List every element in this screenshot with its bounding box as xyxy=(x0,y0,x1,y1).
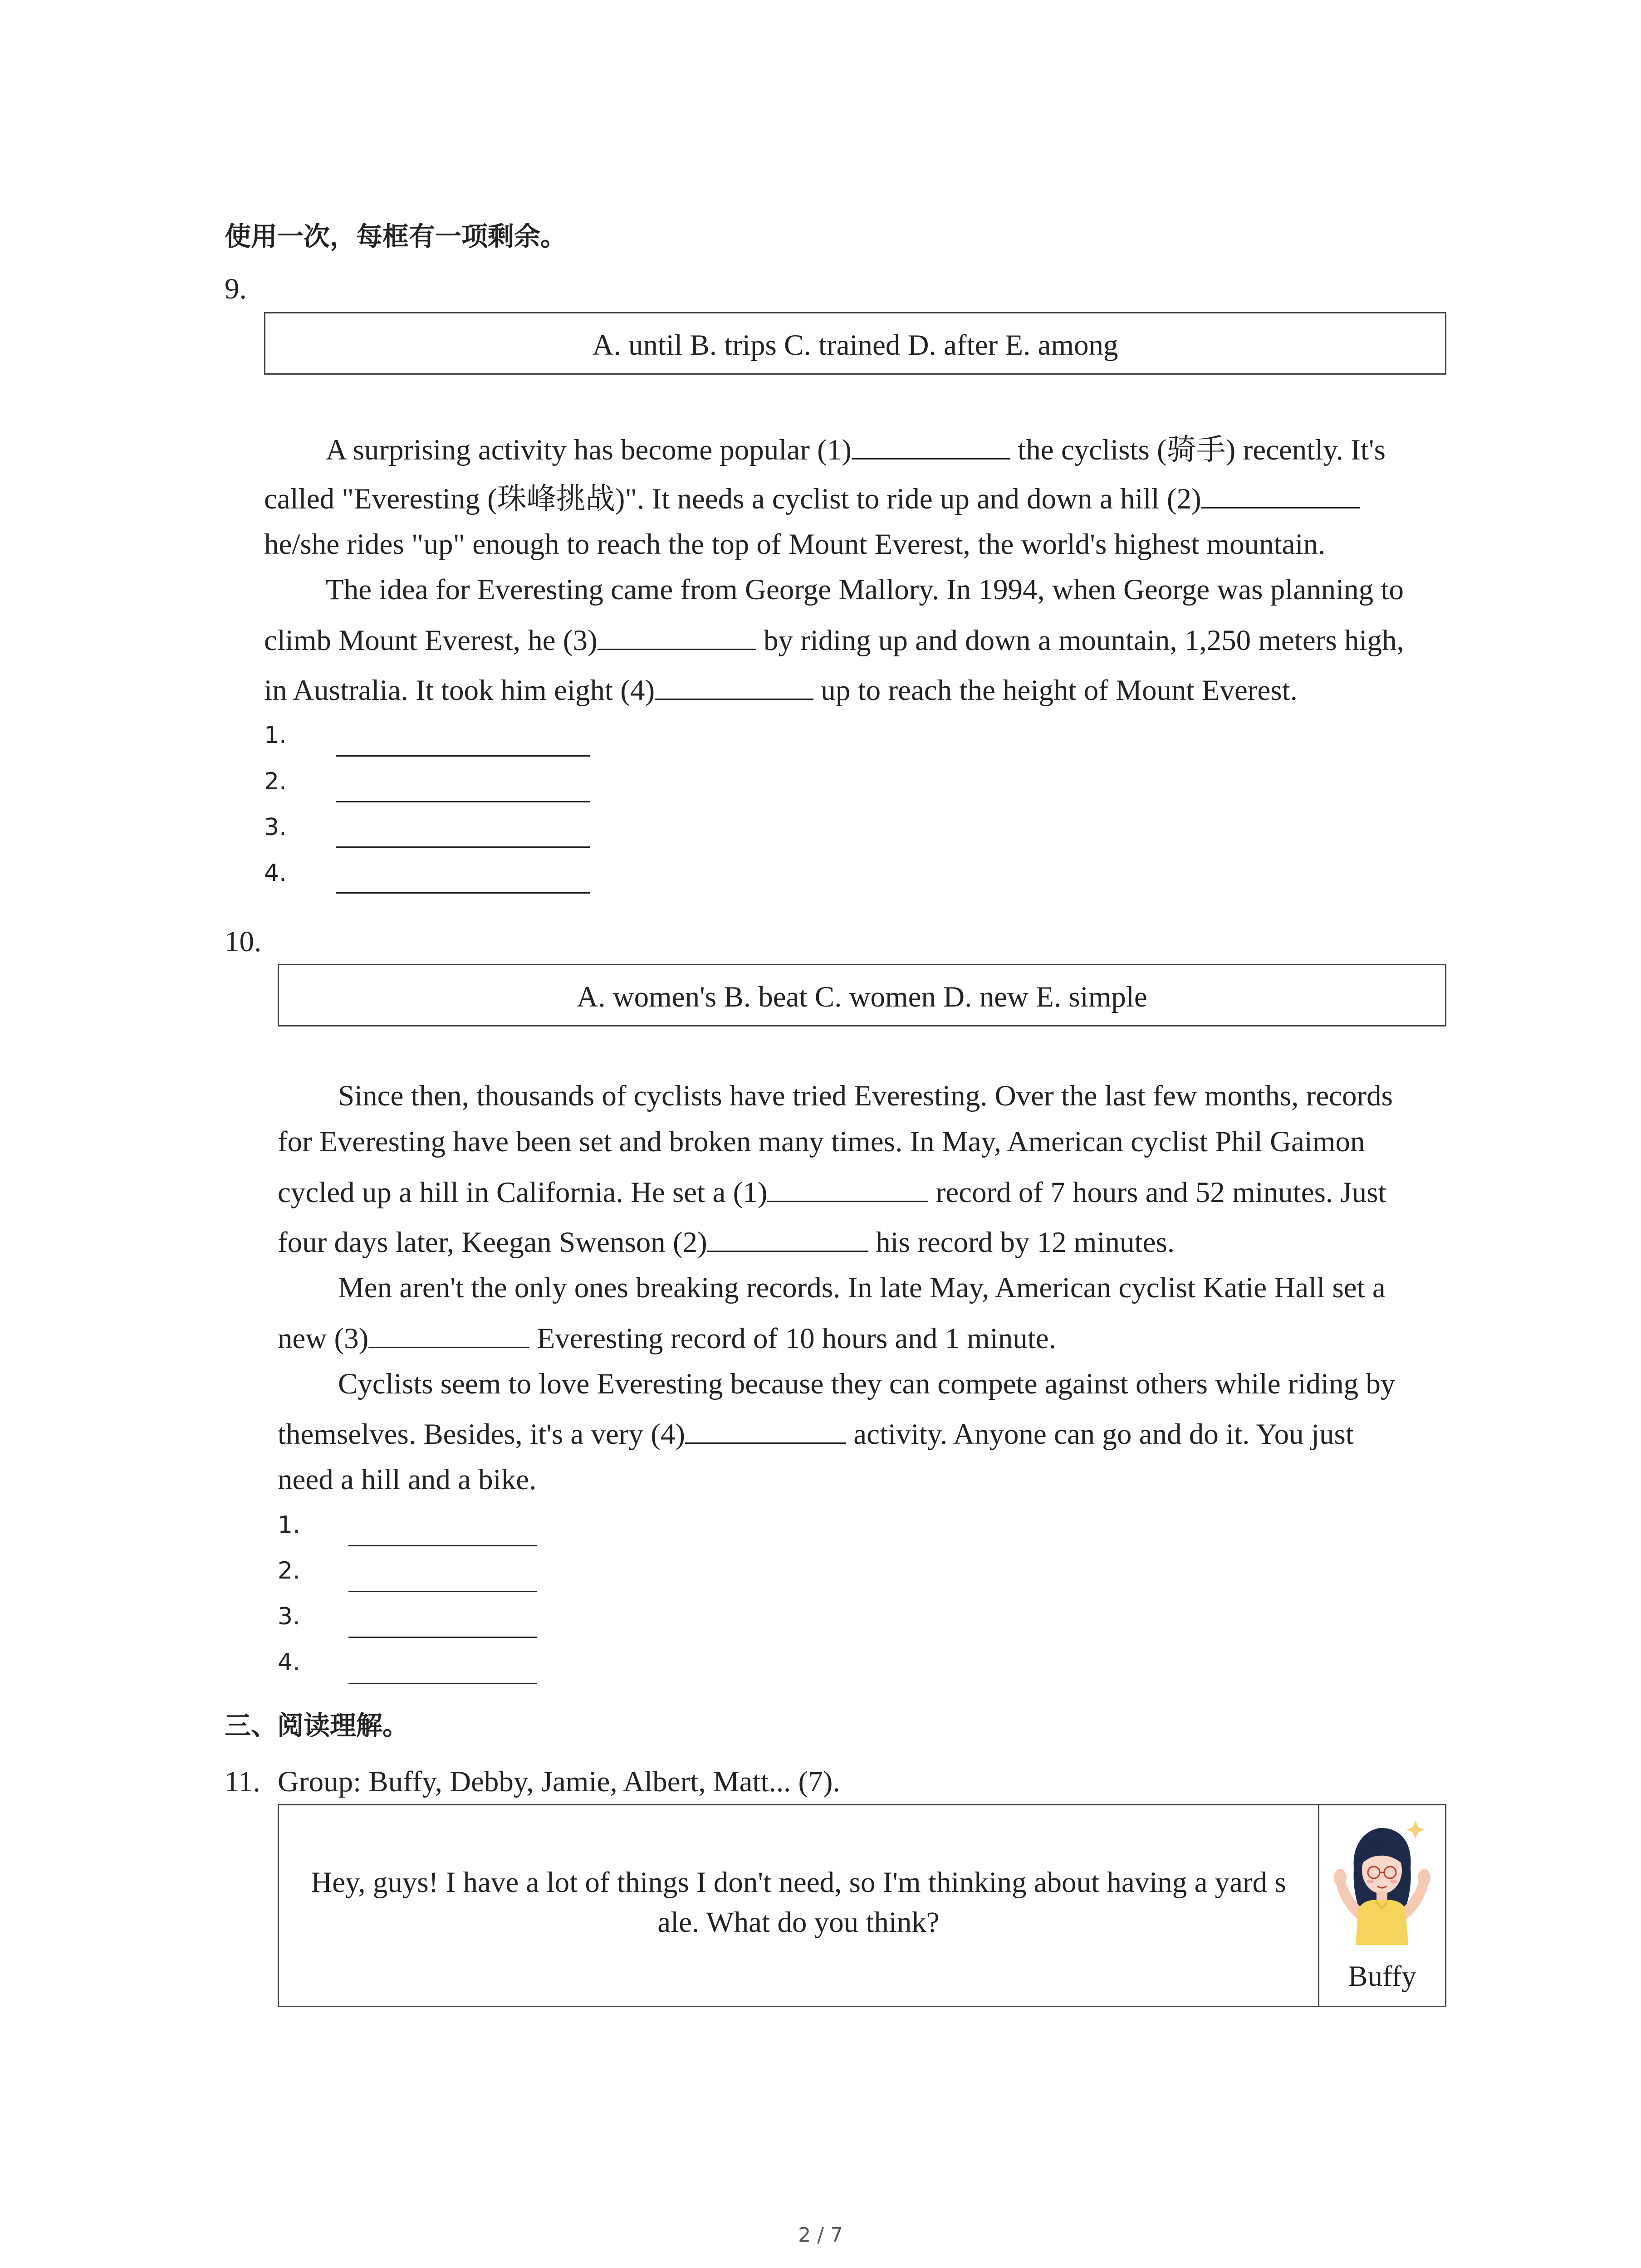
text: themselves. Besides, it's a very (4) xyxy=(278,1418,686,1451)
blank-3[interactable] xyxy=(598,625,756,650)
q9-option-box xyxy=(264,312,1446,375)
blank-4[interactable] xyxy=(655,675,813,700)
blank-1[interactable] xyxy=(767,1177,928,1202)
group-title: Group: Buffy, Debby, Jamie, Albert, Matt... (7). xyxy=(278,1765,840,1798)
text: cycled up a hill in California. He set a (1) xyxy=(278,1176,768,1209)
avatar-name: Buffy xyxy=(1348,1960,1416,1993)
q9-options: A. until B. trips C. trained D. after E. among xyxy=(592,329,1118,362)
message-cell xyxy=(279,1805,1318,2006)
text: his record by 12 minutes. xyxy=(876,1226,1175,1259)
q10-option-box xyxy=(278,964,1446,1026)
text: by riding up and down a mountain, 1,250 meters high, xyxy=(763,624,1404,657)
q9-answer-field-1[interactable] xyxy=(336,755,590,757)
text: in Australia. It took him eight (4) xyxy=(264,674,655,707)
text: Everesting record of 10 hours and 1 minute. xyxy=(537,1322,1057,1355)
blank-2[interactable] xyxy=(707,1227,868,1252)
blank-1[interactable] xyxy=(852,435,1010,459)
q10-passage-line xyxy=(338,1081,1393,1111)
text: Cyclists seem to love Everesting because they can compete against others while riding by xyxy=(338,1368,1396,1400)
text: Since then, thousands of cyclists have tried Everesting. Over the last few months, records xyxy=(338,1080,1393,1112)
q9-answer-label-1: 1. xyxy=(264,722,287,749)
q9-answer-field-3[interactable] xyxy=(336,846,590,848)
q10-answer-field-4[interactable] xyxy=(348,1683,537,1684)
text: activity. Anyone can go and do it. You just xyxy=(853,1418,1354,1451)
text: need a hill and a bike. xyxy=(278,1463,537,1496)
q10-options: A. women's B. beat C. women D. new E. simple xyxy=(577,981,1147,1013)
blank-4[interactable] xyxy=(685,1419,846,1444)
chat-message-card xyxy=(278,1804,1446,2007)
q10-answer-label-2: 2. xyxy=(278,1557,300,1584)
text: the cyclists (骑手) recently. It's xyxy=(1018,434,1386,466)
text: record of 7 hours and 52 minutes. Just xyxy=(936,1176,1386,1209)
q10-answer-label-4: 4. xyxy=(278,1649,300,1676)
q9-passage-line xyxy=(326,435,1386,465)
q10-answer-field-1[interactable] xyxy=(348,1545,537,1546)
blank-2[interactable] xyxy=(1201,484,1360,508)
text: he/she rides "up" enough to reach the top of Mount Everest, the world's highest mountain. xyxy=(264,528,1326,561)
text: new (3) xyxy=(278,1322,369,1355)
q10-passage-line xyxy=(278,1127,1365,1157)
q9-answer-label-3: 3. xyxy=(264,814,287,841)
message-line-2: ale. What do you think? xyxy=(657,1906,940,1939)
text: called "Everesting (珠峰挑战)". It needs a cyclist to ride up and down a hill (2) xyxy=(264,483,1201,515)
text: climb Mount Everest, he (3) xyxy=(264,624,598,657)
q10-passage-line xyxy=(278,1323,1056,1354)
q10-passage-line xyxy=(278,1465,536,1495)
q10-answer-field-2[interactable] xyxy=(348,1591,537,1592)
q9-answer-field-4[interactable] xyxy=(336,892,590,894)
question-number-10: 10. xyxy=(225,925,262,958)
q10-passage-line xyxy=(278,1419,1354,1449)
q10-answer-label-1: 1. xyxy=(278,1511,300,1539)
text: The idea for Everesting came from George Mallory. In 1994, when George was planning to xyxy=(326,573,1404,606)
message-line-1: Hey, guys! I have a lot of things I don't need, so I'm thinking about having a yard s xyxy=(311,1866,1286,1899)
question-number-9: 9. xyxy=(225,273,247,305)
q9-passage-line xyxy=(264,530,1325,559)
q10-passage-line xyxy=(338,1273,1386,1303)
avatar-cell xyxy=(1319,1805,1445,2006)
question-number-11: 11. xyxy=(225,1765,260,1798)
blank-3[interactable] xyxy=(368,1323,529,1348)
q9-passage-line xyxy=(326,575,1404,605)
avatar xyxy=(1327,1813,1438,1945)
page-number: 2 / 7 xyxy=(798,2224,843,2247)
text: for Everesting have been set and broken many times. In May, American cyclist Phil Gaimon xyxy=(278,1125,1365,1158)
q10-passage-line xyxy=(338,1369,1395,1399)
q9-answer-label-2: 2. xyxy=(264,768,287,795)
q10-answer-field-3[interactable] xyxy=(348,1637,537,1638)
text: Men aren't the only ones breaking records. In late May, American cyclist Katie Hall set a xyxy=(338,1271,1386,1304)
text: A surprising activity has become popular (1) xyxy=(326,434,852,466)
q9-answer-field-2[interactable] xyxy=(336,801,590,802)
q10-passage-line xyxy=(278,1177,1386,1207)
section-instruction: 使用一次，每框有一项剩余。 xyxy=(225,221,567,252)
section-title-reading: 三、阅读理解。 xyxy=(225,1710,409,1741)
text: four days later, Keegan Swenson (2) xyxy=(278,1226,707,1259)
q9-passage-line xyxy=(264,625,1404,655)
q10-passage-line xyxy=(278,1227,1175,1257)
q9-passage-line xyxy=(264,484,1360,514)
q9-passage-line xyxy=(264,675,1298,705)
q10-answer-label-3: 3. xyxy=(278,1603,300,1630)
text: up to reach the height of Mount Everest. xyxy=(821,674,1298,707)
q9-answer-label-4: 4. xyxy=(264,860,287,887)
